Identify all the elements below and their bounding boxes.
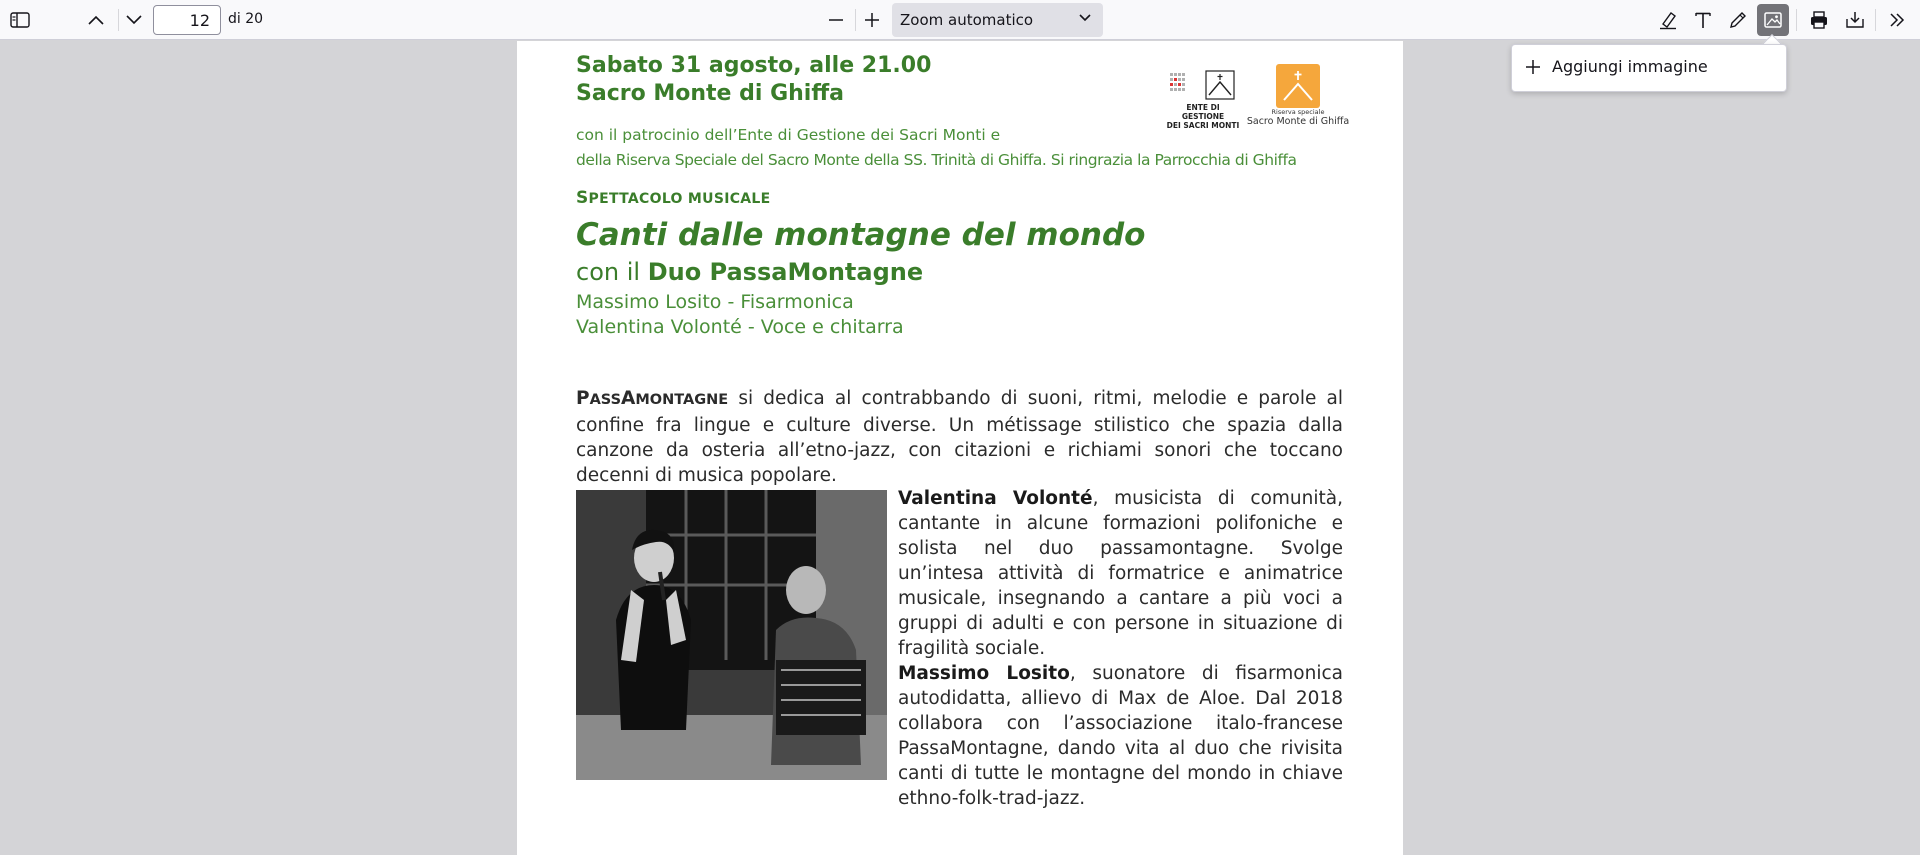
ghiffa-logo-subtitle: Riserva speciale [1271,108,1325,116]
duo-photo [576,490,887,780]
bio1-text: , musicista di comunità, cantante in alcune formazioni polifoniche e solista nel duo passamontagne. Svolge un’intesa attività di formatrice e animatrice musicale, insegnando a cantare a più voci a gruppi di adulti e con persone in situazione di fragilità sociale. [898,488,1343,659]
image-icon [1764,12,1782,28]
sidebar-toggle-button[interactable] [4,4,36,36]
duo-name: Duo PassaMontagne [647,258,924,286]
ghiffa-logo-name: Sacro Monte di Ghiffa [1246,116,1350,127]
bio-valentina [898,486,1343,661]
text-icon [1694,11,1712,29]
pencil-icon [1728,10,1748,30]
ghiffa-logo [1276,64,1320,108]
highlight-button[interactable] [1652,4,1684,36]
page-number-input[interactable] [153,5,221,35]
add-image-label: Aggiungi immagine [1552,57,1708,76]
patronage-text [576,123,1343,173]
lead-d: MONTAGNE [635,392,729,408]
add-image-popup [1511,44,1787,92]
lead-c: A [621,388,636,409]
add-image-menu-item[interactable] [1526,57,1708,76]
event-date: Sabato 31 agosto, alle 21.00 [576,53,932,78]
chevron-down-icon [1079,14,1091,22]
bio2-text: , suonatore di fisarmonica autodidatta, allievo di Max de Aloe. Dal 2018 collabora con l’associazione italo-francese PassaMontagne, dando vita al duo che rivisita canti di tutte le montagne del mondo in chiave ethno-folk-trad-jazz. [898,663,1343,809]
logo1-line1: ENTE DI GESTIONE [1181,103,1225,121]
member-1: Massimo Losito - Fisarmonica [576,291,854,313]
previous-page-button[interactable] [80,4,112,36]
patronage-line2: della Riserva Speciale del Sacro Monte della SS. Trinità di Ghiffa. Si ringrazia la Parrocchia di Ghiffa [576,151,1297,169]
patronage-line1: con il patrocinio dell’Ente di Gestione dei Sacri Monti e [576,126,1001,144]
category-initial: S [576,188,589,208]
event-title: Canti dalle montagne del mondo [576,217,1146,253]
lead-a: P [576,388,590,409]
bio-massimo [898,661,1343,811]
duo-photo-illustration [576,490,887,780]
pdf-toolbar [0,0,1920,40]
intro-lead [576,388,728,409]
page-total-label: di 20 [228,11,264,27]
text-tool-button[interactable] [1687,4,1719,36]
category-rest: PETTACOLO MUSICALE [588,191,771,207]
highlighter-icon [1658,10,1678,30]
printer-icon [1809,10,1829,30]
logo1-line2: DEI SACRI MONTI [1166,121,1240,130]
draw-button[interactable] [1722,4,1754,36]
plus-icon [864,12,880,28]
zoom-in-button[interactable] [856,4,888,36]
toolbar-separator [1796,9,1797,31]
minus-icon [828,12,844,28]
intro-text: si dedica al contrabbando di suoni, ritmi, melodie e parole al confine fra lingue e culture diverse. Un métissage stilistico che spazia dalla canzone da osteria all’etno-jazz, con citazioni e richiami sonori che toccano decenni di musica popolare. [576,388,1343,486]
print-button[interactable] [1803,4,1835,36]
member-2: Valentina Volonté - Voce e chitarra [576,316,904,338]
pdf-page [517,41,1403,855]
duo-line [576,258,1343,286]
duo-prefix: con il [576,258,648,286]
toolbar-separator [1875,9,1876,31]
download-icon [1845,10,1865,30]
more-tools-button[interactable] [1881,4,1913,36]
next-page-button[interactable] [118,4,150,36]
plus-icon [1526,60,1540,74]
sidebar-icon [10,12,30,28]
add-image-button[interactable] [1757,4,1789,36]
save-button[interactable] [1839,4,1871,36]
bio1-name: Valentina Volonté [898,488,1093,509]
event-place: Sacro Monte di Ghiffa [576,81,844,106]
chevron-down-icon [126,15,142,25]
intro-paragraph [576,386,1343,488]
zoom-out-button[interactable] [820,4,852,36]
lead-b: ASS [589,392,622,408]
chevron-up-icon [88,15,104,25]
event-category [576,188,1343,208]
zoom-value: Zoom automatico [900,11,1034,29]
zoom-select[interactable] [892,3,1103,37]
double-chevron-right-icon [1889,13,1905,27]
bio2-name: Massimo Losito [898,663,1070,684]
